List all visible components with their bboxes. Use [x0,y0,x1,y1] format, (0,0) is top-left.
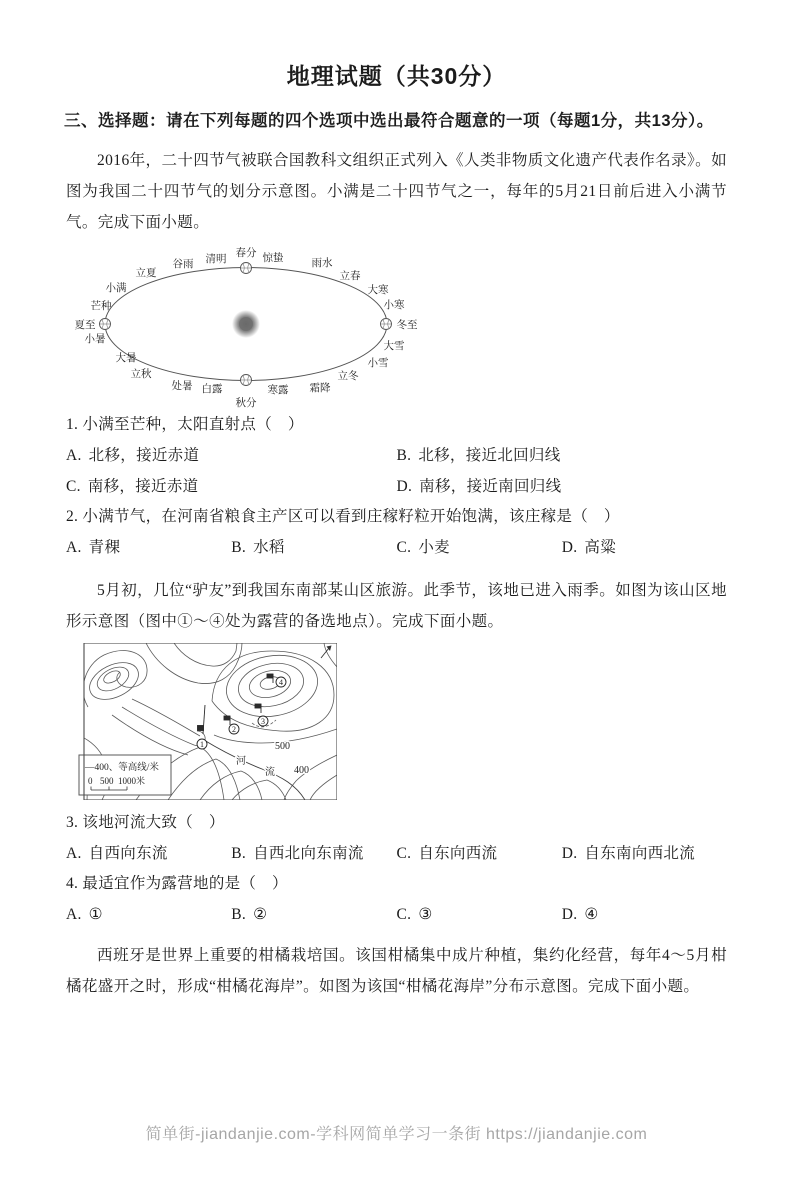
option-d [562,532,727,563]
option-text: 水稻 [253,539,285,556]
question-number: 3. [66,814,79,831]
svg-text:3: 3 [261,716,265,726]
question-1-stem [66,410,727,440]
option-label: D. [561,845,578,862]
passage-spain: 西班牙是世界上重要的柑橘栽培国。该国柑橘集中成片种植，集约化经营，每年4～5月柑橘花盛开之时，形成“柑橘花海岸”。如图为该国“柑橘花海岸”分布示意图。完成下面小题。 [66,947,727,995]
solar-term-label: 惊蛰 [262,253,284,264]
option-text: ④ [584,906,599,923]
question-3-options-row [66,838,727,869]
option-b [231,532,396,563]
exam-page [0,58,793,1180]
option-c [66,471,397,502]
question-text: 小满节气，在河南省粮食主产区可以看到庄稼籽粒开始饱满，该庄稼是（ ） [82,508,620,525]
solar-term-label: 秋分 [235,398,257,409]
solar-term-label: 处暑 [171,381,193,392]
option-text: 小麦 [418,539,450,556]
option-b [231,838,396,869]
option-label: B. [231,539,247,556]
option-label: D. [561,906,578,923]
option-label: A. [66,845,82,862]
question-4-options-row [66,899,727,930]
solar-term-label: 小寒 [383,300,405,311]
earth-icon [100,319,111,330]
option-text: ③ [418,906,433,923]
option-label: C. [396,539,412,556]
solar-term-label: 立冬 [337,371,359,382]
north-arrow-icon [321,646,332,659]
option-a [66,532,231,563]
option-label: B. [396,447,412,464]
option-b [397,440,728,471]
option-c [397,899,562,930]
option-text: ① [88,906,103,923]
contour-label-500: 500 [275,741,290,752]
question-3-stem [66,808,727,838]
question-number: 4. [66,875,79,892]
option-label: D. [561,539,578,556]
contour-label-400: 400 [294,765,309,776]
solar-term-label: 冬至 [396,320,418,331]
campsite-point-3 [258,716,268,726]
campsite-point-markers [197,677,286,749]
option-text: 自东南向西北流 [584,845,696,862]
passage-solar-terms: 2016年，二十四节气被联合国教科文组织正式列入《人类非物质文化遗产代表作名录》。如图为我国二十四节气的划分示意图。小满是二十四节气之一，每年的5月21日前后进入小满节气。完成下面小题。 [66,152,727,231]
option-text: 自西北向东南流 [253,845,364,862]
option-text: 高粱 [584,539,617,556]
question-number: 2. [66,508,79,525]
solar-term-label: 雨水 [311,258,333,269]
option-d [562,838,727,869]
solar-term-label: 立夏 [135,268,157,279]
campsite-point-4 [276,677,286,687]
option-label: A. [66,447,82,464]
campsite-point-2 [229,724,239,734]
option-text: 青稞 [88,539,121,556]
legend-contour-label: —400、等高线/米 [85,763,159,773]
solar-term-label: 夏至 [74,320,96,331]
scale-0: 0 [88,776,93,786]
contour-map [78,643,337,800]
solar-term-label: 立秋 [130,369,152,380]
earth-icon [381,319,392,330]
option-a [66,899,231,930]
svg-text:4: 4 [279,677,283,687]
solar-term-label: 立春 [339,271,361,282]
option-label: A. [66,906,82,923]
option-text: 南移，接近赤道 [87,478,199,495]
campsite-point-1 [197,739,207,749]
option-d [562,899,727,930]
solar-term-label: 白露 [201,384,223,395]
option-b [231,899,396,930]
earth-icon [241,263,252,274]
option-text: 北移，接近赤道 [88,447,200,464]
solar-term-label: 寒露 [267,385,289,396]
option-text: ② [253,906,268,923]
solar-term-label: 谷雨 [172,259,194,270]
option-label: C. [396,906,412,923]
sun-core-icon [239,317,253,331]
earth-icon [241,375,252,386]
question-text: 最适宜作为露营地的是（ ） [82,875,288,892]
map-legend [79,755,171,795]
question-text: 小满至芒种，太阳直射点（ ） [82,416,304,433]
option-label: C. [66,478,81,495]
page-title: 地理试题（共30分） [286,63,507,89]
passage-mountain: 5月初，几位“驴友”到我国东南部某山区旅游。此季节，该地已进入雨季。如图为该山区地形示意图（图中①～④处为露营的备选地点）。完成下面小题。 [66,582,727,630]
svg-text:2: 2 [232,724,236,734]
scale-500: 500 [100,776,114,786]
solar-term-label: 大寒 [367,285,389,296]
option-text: 自西向东流 [88,845,168,862]
solar-terms-diagram [73,240,438,410]
option-text: 自东向西流 [418,845,498,862]
solar-term-label: 芒种 [90,301,112,312]
solar-term-label: 小满 [105,283,127,294]
solar-term-label: 春分 [235,248,257,259]
question-2-stem [66,502,727,532]
option-c [397,532,562,563]
question-1-options-row-1 [66,440,727,471]
svg-text:1: 1 [200,739,204,749]
solar-term-label: 小暑 [84,334,106,345]
option-label: B. [231,845,247,862]
option-label: C. [396,845,412,862]
solar-term-label: 大暑 [115,353,137,364]
scale-1000: 1000米 [118,776,146,786]
section-heading: 三、选择题：请在下列每题的四个选项中选出最符合题意的一项（每题1分，共13分）。 [64,112,714,130]
question-2-options-row [66,532,727,563]
river-label-char-2: 流 [265,767,275,778]
solar-term-label: 大雪 [383,341,405,352]
river-label-char-1: 河 [236,756,246,767]
option-a [66,440,397,471]
question-number: 1. [66,416,79,433]
question-4-stem [66,869,727,899]
option-c [397,838,562,869]
question-text: 该地河流大致（ ） [82,814,225,831]
question-1-options-row-2 [66,471,727,502]
option-label: A. [66,539,82,556]
solar-term-label: 清明 [205,254,227,265]
option-text: 北移，接近北回归线 [418,447,561,464]
option-a [66,838,231,869]
option-label: D. [396,478,413,495]
footer-watermark: 简单街-jiandanjie.com-学科网简单学习一条街 https://jiandanjie.com [145,1126,648,1143]
option-d [397,471,728,502]
solar-term-label: 小雪 [367,358,389,369]
option-text: 南移，接近南回归线 [419,478,562,495]
solar-term-label: 霜降 [309,383,331,394]
option-label: B. [231,906,247,923]
